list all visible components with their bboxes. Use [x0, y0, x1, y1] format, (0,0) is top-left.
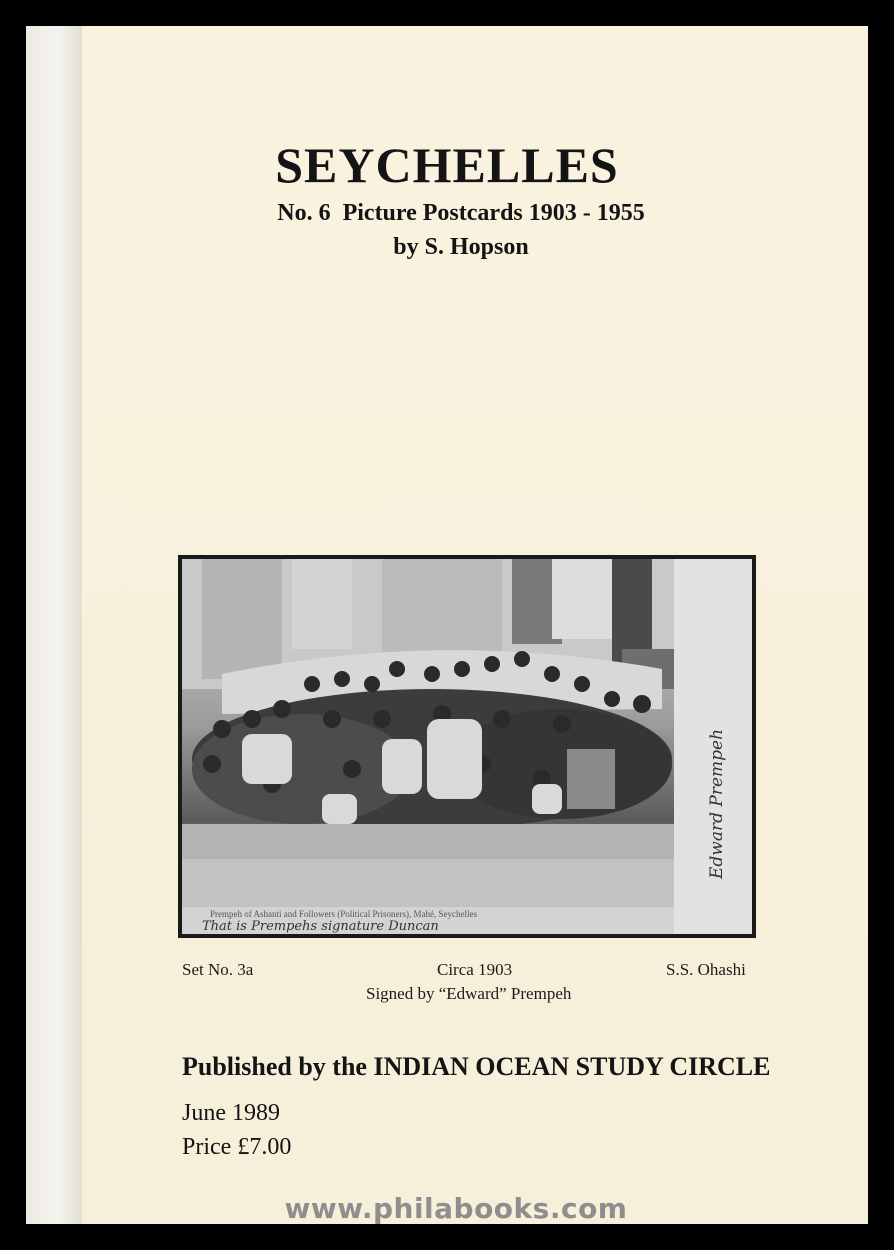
publisher-line: Published by the INDIAN OCEAN STUDY CIRCLE	[182, 1052, 771, 1081]
postcard-image	[182, 559, 752, 934]
publication-date: June 1989	[182, 1100, 280, 1126]
group-photograph	[182, 559, 752, 934]
handwritten-edward-prempeh: Edward Prempeh	[707, 728, 727, 879]
caption-postcard-publisher: S.S. Ohashi	[666, 960, 746, 979]
cover-author: by S. Hopson	[393, 234, 529, 260]
postcard-photo	[178, 555, 756, 938]
caption-signed-by: Signed by “Edward” Prempeh	[366, 984, 572, 1003]
caption-circa: Circa 1903	[437, 960, 513, 979]
cover-title: SEYCHELLES	[275, 137, 619, 193]
publication-price: Price £7.00	[182, 1134, 292, 1160]
website-watermark: www.philabooks.com	[284, 1192, 628, 1225]
caption-set-number: Set No. 3a	[182, 960, 254, 979]
printed-postcard-caption: Prempeh of Ashanti and Followers (Political Prisoners), Mahé, Seychelles	[210, 909, 477, 919]
handwritten-signature-note: That is Prempehs signature Duncan	[202, 919, 439, 934]
cover-subtitle: No. 6 Picture Postcards 1903 - 1955	[277, 200, 645, 226]
